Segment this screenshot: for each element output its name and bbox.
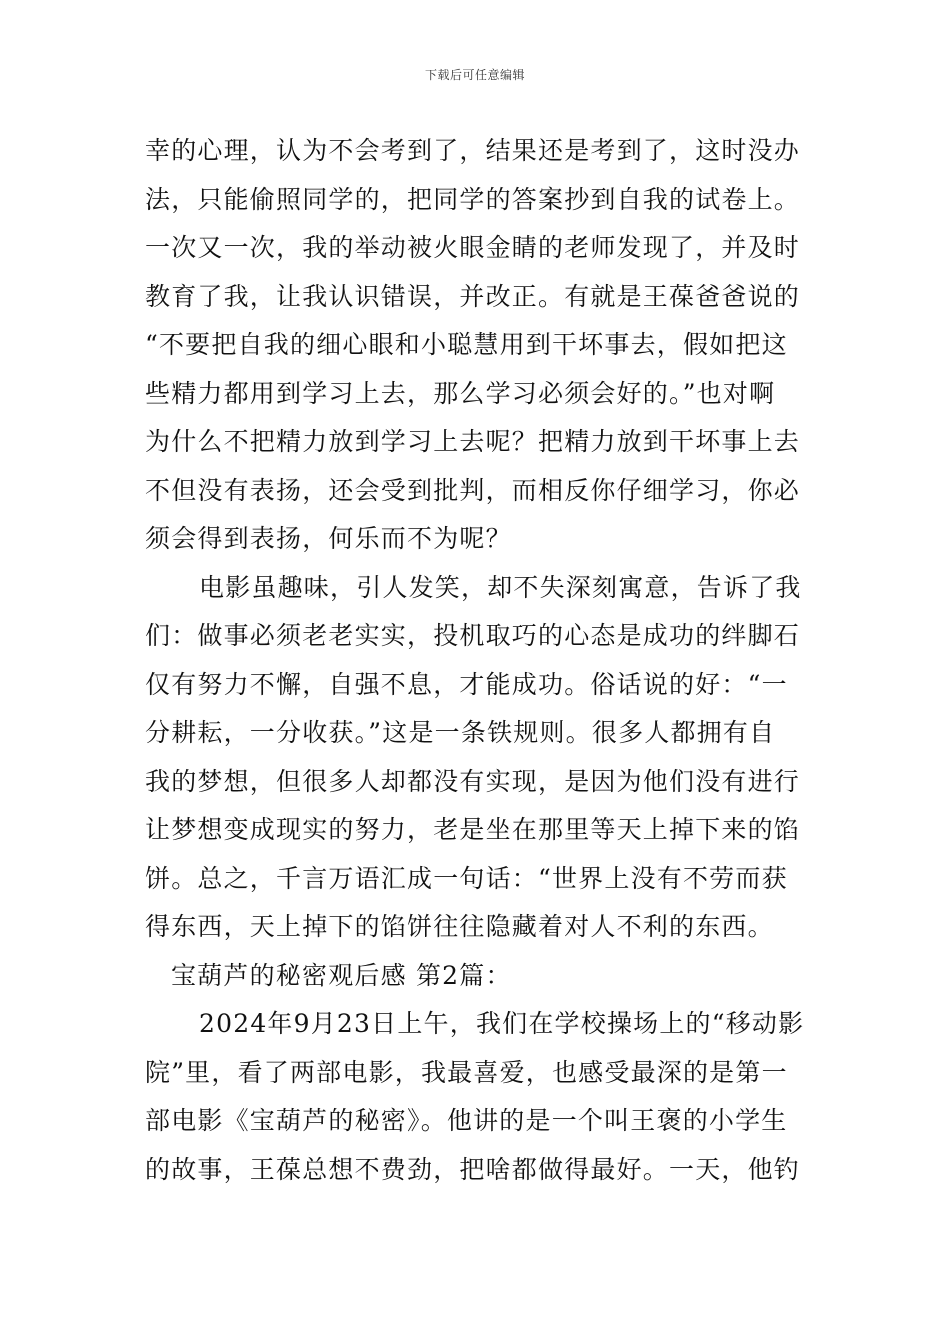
text-line: 我的梦想，但很多人却都没有实现，是因为他们没有进行 <box>145 766 801 796</box>
text-line: 教育了我，让我认识错误，并改正。有就是王葆爸爸说的 <box>145 281 801 311</box>
paragraph-start-line: 电影虽趣味，引人发笑，却不失深刻寓意，告诉了我 <box>199 572 802 602</box>
section-heading: 宝葫芦的秘密观后感 第2篇： <box>171 960 512 990</box>
text-line: 得东西，天上掉下的馅饼往往隐藏着对人不利的东西。 <box>145 912 774 941</box>
text-line: 的故事，王葆总想不费劲，把啥都做得最好。一天，他钓 <box>145 1154 801 1184</box>
text-line: 们：做事必须老老实实，投机取巧的心态是成功的绊脚石 <box>145 621 801 650</box>
text-line: 分耕耘，一分收获。”这是一条铁规则。很多人都拥有自 <box>145 718 776 747</box>
text-line: 部电影《宝葫芦的秘密》。他讲的是一个叫王褒的小学生 <box>145 1106 788 1135</box>
text-line: “不要把自我的细心眼和小聪慧用到干坏事去，假如把这 <box>145 330 788 359</box>
text-line: 一次又一次，我的举动被火眼金睛的老师发现了，并及时 <box>145 233 801 262</box>
page-header: 下载后可任意编辑 <box>424 68 525 82</box>
text-line: 饼。总之，千言万语汇成一句话：“世界上没有不劳而获 <box>145 863 788 893</box>
paragraph-start-line: 2024年9月23日上午，我们在学校操场上的“移动影 <box>199 1009 805 1038</box>
text-line: 为什么不把精力放到学习上去呢？把精力放到干坏事上去 <box>145 427 801 456</box>
text-line: 些精力都用到学习上去，那么学习必须会好的。”也对啊 <box>145 378 776 408</box>
text-line: 院”里，看了两部电影，我最喜爱，也感受最深的是第一 <box>145 1057 788 1087</box>
text-line: 让梦想变成现实的努力，老是坐在那里等天上掉下来的馅 <box>145 815 801 844</box>
text-line: 幸的心理，认为不会考到了，结果还是考到了，这时没办 <box>145 136 801 165</box>
text-line: 不但没有表扬，还会受到批判，而相反你仔细学习，你必 <box>145 475 801 505</box>
document-body <box>145 127 807 1194</box>
text-line: 仅有努力不懈，自强不息，才能成功。俗话说的好：“一 <box>145 669 788 699</box>
text-line: 须会得到表扬，何乐而不为呢？ <box>145 524 512 553</box>
text-line: 法，只能偷照同学的，把同学的答案抄到自我的试卷上。 <box>145 184 801 214</box>
